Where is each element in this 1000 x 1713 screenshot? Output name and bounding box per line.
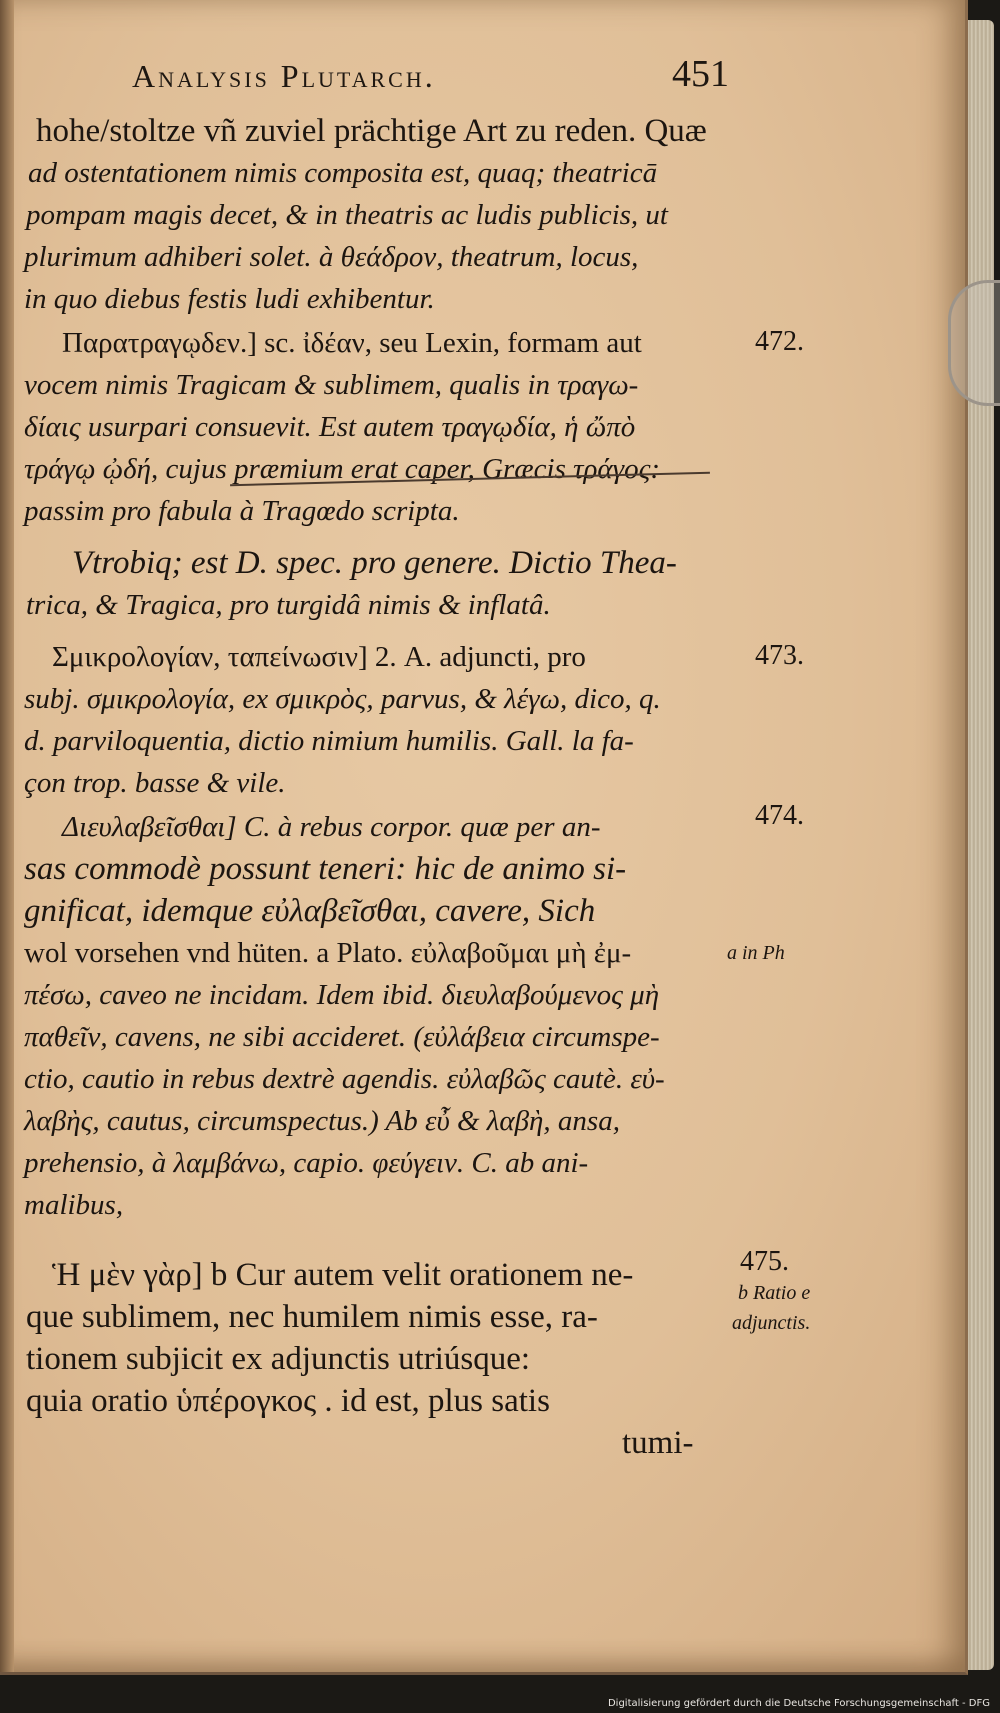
text-line: plurimum adhiberi solet. à θεάδρον, theatrum, locus, — [24, 241, 639, 273]
page-clip — [948, 280, 1000, 406]
margin-note-472: 472. — [755, 326, 804, 357]
margin-note-b-cont: adjunctis. — [732, 1312, 811, 1334]
text-line: gnificat, idemque εὐλαβεῖσθαι, cavere, Sich — [24, 893, 596, 929]
text-line: hohe/stoltze vñ zuviel prächtige Art zu reden. Quæ — [36, 113, 707, 149]
text-line: trica, & Tragica, pro turgidâ nimis & inflatâ. — [26, 589, 551, 621]
page-number: 451 — [672, 53, 729, 95]
main-text-block-4 — [22, 636, 722, 804]
running-title: Analysis Plutarch. — [132, 58, 436, 94]
text-line: τράγῳ ᾠδή, cujus præmium erat caper, Græcis τράγος: — [24, 453, 660, 485]
text-line: Διευλαβεῖσθαι] C. à rebus corpor. quæ per an- — [62, 811, 601, 843]
text-line: d. parviloquentia, dictio nimium humilis. Gall. la fa- — [24, 725, 634, 757]
text-line: παθεῖν, cavens, ne sibi accideret. (εὐλάβεια circumspe- — [24, 1021, 660, 1053]
text-line: Σμικρολογίαν, ταπείνωσιν] 2. A. adjuncti, pro — [52, 641, 586, 673]
text-line: quia oratio ὑπέρογκος . id est, plus satis — [26, 1383, 550, 1419]
margin-note-b: b Ratio e — [738, 1282, 811, 1304]
page-stack-edge — [968, 20, 994, 1670]
text-line: sas commodè possunt teneri: hic de animo si- — [24, 851, 627, 887]
text-line: prehensio, à λαμβάνω, capio. φεύγειν. C. ab ani- — [24, 1147, 589, 1179]
text-line: δίαις usurpari consuevit. Est autem τραγῳδία, ἡ ὤπὸ — [24, 411, 636, 443]
text-line: λαβὴς, cautus, circumspectus.) Ab εὖ & λαβὴ, ansa, — [24, 1105, 620, 1137]
text-line: in quo diebus festis ludi exhibentur. — [24, 283, 435, 315]
text-line: πέσω, caveo ne incidam. Idem ibid. διευλαβούμενος μὴ — [24, 979, 660, 1011]
text-line: subj. σμικρολογία, ex σμικρὸς, parvus, & λέγω, dico, q. — [24, 683, 661, 715]
text-line: wol vorsehen vnd hüten. a Plato. εὐλαβοῦμαι μὴ ἐμ- — [24, 937, 632, 969]
text-line: ctio, cautio in rebus dextrè agendis. εὐλαβῶς cautè. εὐ- — [24, 1063, 665, 1095]
text-line: tionem subjicit ex adjunctis utriúsque: — [26, 1341, 531, 1377]
text-line: Παρατραγῳδεν.] sc. ἰδέαν, seu Lexin, formam aut — [62, 327, 642, 359]
text-line: malibus, — [24, 1189, 124, 1221]
main-text-block-2 — [22, 322, 722, 532]
main-text-block-6 — [22, 1254, 722, 1464]
text-line: tumi- — [622, 1425, 694, 1461]
margin-note-475: 475. — [740, 1246, 789, 1277]
main-text-block-3 — [22, 542, 722, 626]
text-line: pompam magis decet, & in theatris ac ludis publicis, ut — [26, 199, 668, 231]
margin-note-474: 474. — [755, 800, 804, 831]
text-line: Ἡ μὲν γὰρ] b Cur autem velit orationem ne- — [52, 1257, 634, 1293]
margin-note-473: 473. — [755, 640, 804, 671]
text-line: Vtrobiq; est D. spec. pro genere. Dictio Thea- — [72, 545, 677, 581]
text-line: ad ostentationem nimis composita est, quaq; theatricā — [28, 157, 658, 189]
book-gutter — [0, 0, 14, 1672]
text-line: passim pro fabula à Tragœdo scripta. — [24, 495, 460, 527]
margin-note-a: a in Ph — [727, 942, 785, 964]
text-line: çon trop. basse & vile. — [24, 767, 286, 799]
digitization-credit: Digitalisierung gefördert durch die Deutsche Forschungsgemeinschaft - DFG — [607, 1698, 990, 1709]
text-line: vocem nimis Tragicam & sublimem, qualis in τραγω- — [24, 369, 639, 401]
text-line: que sublimem, nec humilem nimis esse, ra- — [26, 1299, 598, 1335]
main-text-block-1 — [22, 110, 722, 320]
main-text-block-5 — [22, 806, 722, 1226]
